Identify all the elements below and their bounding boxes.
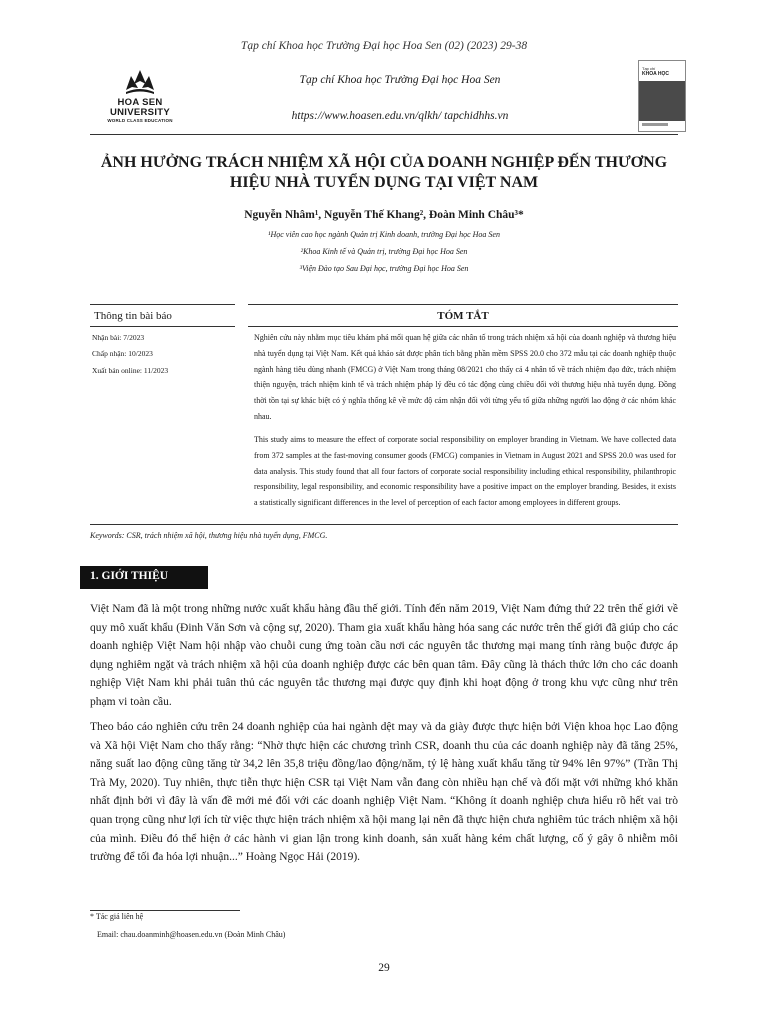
masthead-url-link[interactable]: https://www.hoasen.edu.vn/qlkh/ tapchidhhs.vn [291, 110, 509, 122]
author-list: Nguyễn Nhâm¹, Nguyễn Thế Khang², Đoàn Minh Châu³* [244, 209, 524, 221]
article-info-top-rule [90, 304, 235, 305]
article-title: ẢNH HƯỞNG TRÁCH NHIỆM XÃ HỘI CỦA DOANH NGHIỆP ĐẾN THƯƠNG HIỆU NHÀ TUYỂN DỤNG TẠI VIỆT NAM [100, 154, 668, 191]
section-heading-bar [80, 566, 208, 589]
journal-running-header: Tạp chí Khoa học Trường Đại học Hoa Sen (02) (2023) 29-38 [240, 40, 528, 52]
cover-text-line1: Tạp chí [642, 66, 656, 71]
footnote-email: Email: chau.doanminh@hoasen.edu.vn (Đoàn Minh Châu) [97, 930, 286, 939]
article-info-heading: Thông tin bài báo [94, 310, 172, 322]
logo-text-line1: HOA SEN [117, 97, 163, 108]
body-paragraph: Theo báo cáo nghiên cứu trên 24 doanh nghiệp của hai ngành dệt may và da giày được thực hiện bởi Viện khoa học Lao động và Xã hội Việt Nam cho thấy rằng: “Nhờ thực hiện các chương trình CSR, doanh thu của các doanh nghiệp này đã tăng 25%, năng suất lao động cũng tăng từ 34,2 lên 35,8 triệu đồng/lao động/năm, tỷ lệ hàng xuất khẩu tăng từ 94% lên 97%” (Trần Thị Trà My, 2020). Tuy nhiên, thực tiễn thực hiện CSR tại Việt Nam vẫn đang còn nhiều hạn chế và đối mặt với những khó khăn nhất định bởi vì đây là vấn đề mới mẻ đối với các doanh nghiệp Việt Nam. “Không ít doanh nghiệp chưa hiểu rõ hết vai trò quan trọng cũng như lợi ích từ việc thực hiện trách nhiệm xã hội mang lại nên đã thực hiện chưa nghiêm túc trách nhiệm xã hội của mình. Điều đó thể hiện ở các hành vi gian lận trong kinh doanh, sản xuất hàng kém chất lượng, cố ý gây ô nhiễm môi trường để tối đa hóa lợi nhuận...” Hoàng Ngọc Hải (2019). [90, 721, 678, 864]
hoa-sen-lotus-logo-icon [123, 68, 157, 98]
header-divider [90, 134, 678, 135]
accepted-date: Chấp nhận: 10/2023 [92, 349, 153, 358]
logo-text-line3: WORLD CLASS EDUCATION [107, 118, 173, 123]
abstract-vietnamese: Nghiên cứu này nhằm mục tiêu khám phá mối quan hệ giữa các nhân tố trong trách nhiệm xã hội của doanh nghiệp và thương hiệu nhà tuyển dụng tại Việt Nam. Kết quả khảo sát được phân tích bằng phần mềm SPSS 20.0 cho 372 mẫu tại các doanh nghiệp thuộc ngành hàng tiêu dùng nhanh (FMCG) ở Việt Nam trong tháng 08/2021 cho thấy cả 4 nhân tố về trách nhiệm đạo đức, trách nhiệm thiện nguyện, trách nhiệm kinh tế và trách nhiệm pháp lý đều có tác động cùng chiều đối với thương hiệu nhà tuyển dụng. Đồng thời tồn tại sự khác biệt có ý nghĩa thống kê về mức độ cảm nhận đối với từng yếu tố giữa những người lao động ở các nhóm khác nhau. [254, 333, 676, 421]
affiliation-1: ¹Học viên cao học ngành Quản trị Kinh doanh, trường Đại học Hoa Sen [268, 230, 500, 239]
affiliation-3: ³Viện Đào tạo Sau Đại học, trường Đại học Hoa Sen [299, 264, 469, 273]
footnote-rule [90, 910, 240, 911]
footnote-corresponding-author: * Tác giả liên hệ [90, 912, 144, 921]
cover-text-line2: KHOA HỌC [642, 71, 670, 77]
logo-text-line2: UNIVERSITY [109, 107, 170, 118]
body-paragraph: Việt Nam đã là một trong những nước xuất khẩu hàng đầu thế giới. Tính đến năm 2019, Việt Nam đứng thứ 22 trên thế giới về quy mô xuất khẩu (Đinh Văn Sơn và cộng sự, 2020). Tham gia xuất khẩu hàng hóa sang các nước trên thế giới đã giúp cho các doanh nghiệp Việt Nam hội nhập vào chuỗi cung ứng toàn cầu nơi các nguyên tắc thương mại mang tính ràng buộc được áp dụng nghiêm ngặt và trách nhiệm xã hội của doanh nghiệp được các bên quan tâm. Đây cũng là thách thức lớn cho các doanh nghiệp Việt Nam khi phải tuân thủ các nguyên tắc thương mại được quy định khi hoạt động ở trong khu vực cũng như trên phạm vi toàn cầu. [90, 603, 678, 708]
section-heading: 1. GIỚI THIỆU [90, 570, 169, 582]
abstract-heading-rule [248, 326, 678, 327]
affiliation-2: ²Khoa Kinh tế và Quản trị, trường Đại học Hoa Sen [300, 247, 468, 256]
keywords-rule [90, 524, 678, 525]
received-date: Nhận bài: 7/2023 [92, 333, 145, 342]
page-number: 29 [378, 962, 390, 974]
abstract-heading: TÓM TẮT [437, 310, 489, 322]
university-logo [104, 68, 176, 124]
published-date: Xuất bản online: 11/2023 [92, 366, 169, 375]
keywords-line: Keywords: CSR, trách nhiệm xã hội, thương hiệu nhà tuyển dụng, FMCG. [90, 531, 328, 540]
masthead-journal-name: Tạp chí Khoa học Trường Đại học Hoa Sen [299, 74, 501, 86]
journal-cover-thumbnail-icon [638, 60, 686, 132]
article-info-heading-rule [90, 326, 235, 327]
abstract-top-rule [248, 304, 678, 305]
abstract-english: This study aims to measure the effect of corporate social responsibility on employer branding in Vietnam. We have collected data from 372 samples at the fast-moving consumer goods (FMCG) companies in Vietnam in August 2021 and SPSS 20.0 was used for data analysis. This study found that all four factors of corporate social responsibility including ethical responsibility, philanthropic responsibility, legal responsibility, and economic responsibility have a positive impact on the employer branding. Besides, it exists a statistically significant differences in the level of perception of each factor among employees in different groups. [254, 435, 676, 508]
